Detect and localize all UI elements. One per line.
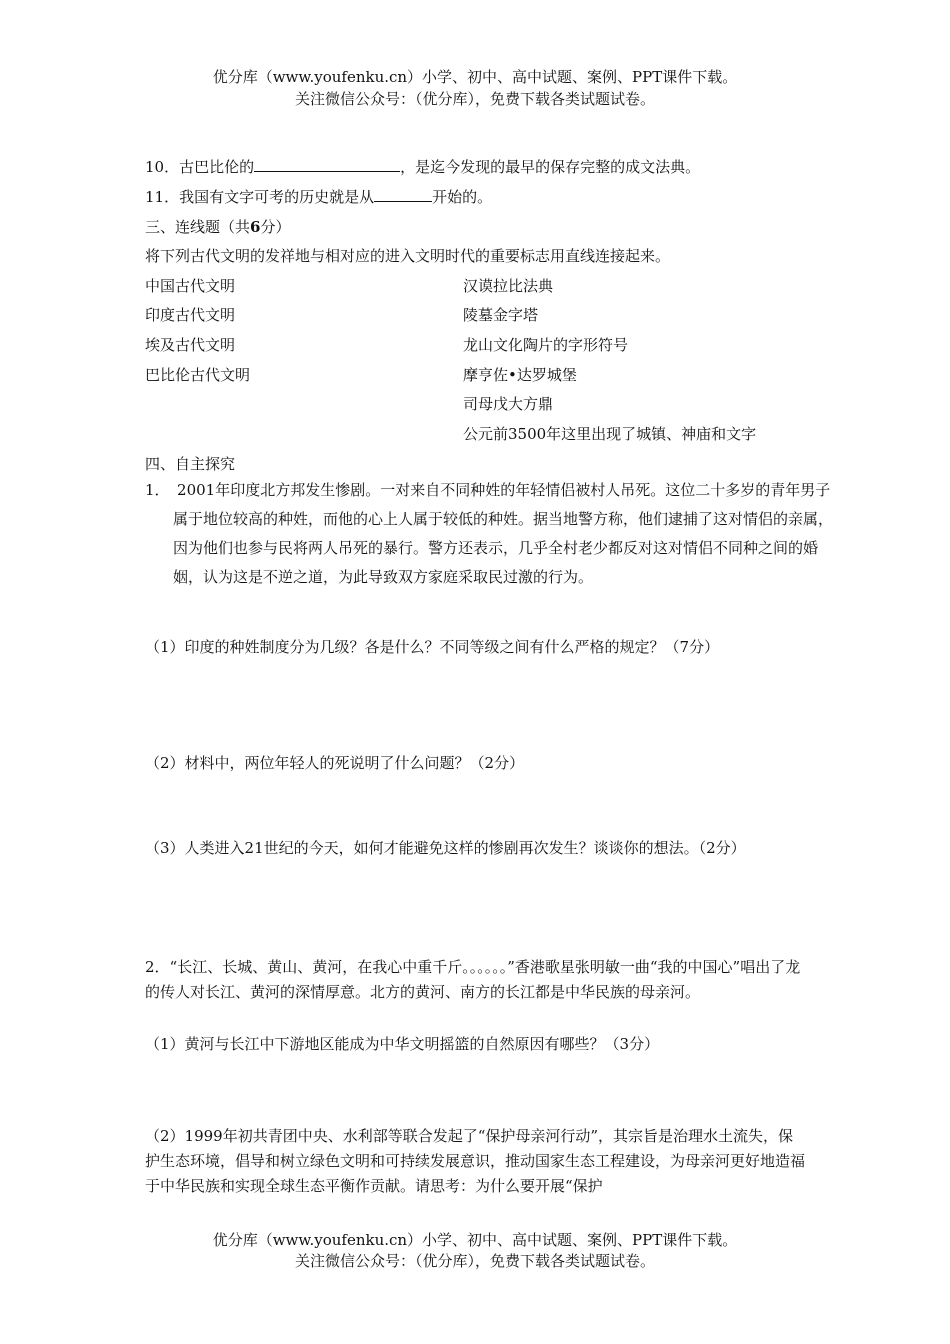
section-3-title-suffix: 分） bbox=[260, 218, 291, 236]
right-item[interactable]: 司母戊大方鼎 bbox=[463, 395, 554, 413]
left-item[interactable]: 中国古代文明 bbox=[145, 277, 236, 295]
question-1-sub-2: （2）材料中，两位年轻人的死说明了什么问题？（2分） bbox=[145, 754, 525, 772]
question-1-sub-3: （3）人类进入21世纪的今天，如何才能避免这样的惨剧再次发生？谈谈你的想法。（2分） bbox=[145, 839, 746, 857]
question-11-prefix: 11．我国有文字可考的历史就是从 bbox=[145, 188, 375, 206]
header-line-1: 优分库（www.youfenku.cn）小学、初中、高中试题、案例、PPT课件下载。 bbox=[212, 68, 738, 86]
section-3-title-prefix: 三、连线题（共 bbox=[145, 218, 251, 236]
right-item[interactable]: 汉谟拉比法典 bbox=[463, 277, 554, 295]
header-line-2: 关注微信公众号：（优分库），免费下载各类试题试卷。 bbox=[294, 90, 655, 108]
question-2-sub-1: （1）黄河与长江中下游地区能成为中华文明摇篮的自然原因有哪些？（3分） bbox=[145, 1035, 660, 1053]
left-item[interactable]: 巴比伦古代文明 bbox=[145, 366, 251, 384]
question-10-blank[interactable] bbox=[254, 157, 400, 172]
question-10-suffix: ，是迄今发现的最早的保存完整的成文法典。 bbox=[400, 158, 701, 176]
question-1-sub-1: （1）印度的种姓制度分为几级？各是什么？不同等级之间有什么严格的规定？（7分） bbox=[145, 638, 720, 656]
question-2-material: 2．“长江、长城、黄山、黄河，在我心中重千斤。。。。。。”香港歌星张明敏一曲“我的中国心”唱出了龙的传人对长江、黄河的深情厚意。北方的黄河、南方的长江都是中华民族的母亲河。 bbox=[145, 958, 801, 1001]
question-1-material: 1． 2001年印度北方邦发生惨剧。一对来自不同种姓的年轻情侣被村人吊死。这位二十多岁的青年男子属于地位较高的种姓，而他的心上人属于较低的种姓。据当地警方称，他们逮捕了这对情侣的亲属，因为他们也参与民将两人吊死的暴行。警方还表示，几乎全村老少都反对这对情侣不同种之间的婚姻，认为这是不逆之道，为此导致双方家庭采取民过激的行为。 bbox=[145, 481, 834, 586]
footer-line-2: 关注微信公众号：（优分库），免费下载各类试题试卷。 bbox=[294, 1252, 655, 1270]
section-3-score: 6 bbox=[250, 218, 261, 236]
section-3-title bbox=[145, 216, 290, 237]
right-item[interactable]: 摩亨佐•达罗城堡 bbox=[463, 366, 577, 384]
right-item[interactable]: 龙山文化陶片的字形符号 bbox=[463, 336, 629, 354]
section-4-title: 四、自主探究 bbox=[145, 455, 236, 473]
right-item[interactable]: 陵墓金字塔 bbox=[463, 306, 539, 324]
right-item[interactable]: 公元前3500年这里出现了城镇、神庙和文字 bbox=[463, 425, 757, 443]
question-11-suffix: 开始的。 bbox=[432, 188, 493, 206]
question-11-blank[interactable] bbox=[374, 187, 432, 202]
question-2-sub-2: （2）1999年初共青团中央、水利部等联合发起了“保护母亲河行动”，其宗旨是治理水土流失，保护生态环境，倡导和树立绿色文明和可持续发展意识，推动国家生态工程建设，为母亲河更好地造福于中华民族和实现全球生态平衡作贡献。请思考：为什么要开展“保护 bbox=[145, 1127, 806, 1195]
footer-line-1: 优分库（www.youfenku.cn）小学、初中、高中试题、案例、PPT课件下载。 bbox=[212, 1231, 738, 1249]
left-item[interactable]: 埃及古代文明 bbox=[145, 336, 236, 354]
question-10-prefix: 10．古巴比伦的 bbox=[145, 158, 255, 176]
question-10 bbox=[145, 156, 700, 177]
question-11 bbox=[145, 186, 492, 207]
section-3-instruction: 将下列古代文明的发祥地与相对应的进入文明时代的重要标志用直线连接起来。 bbox=[145, 247, 671, 265]
left-item[interactable]: 印度古代文明 bbox=[145, 306, 236, 324]
